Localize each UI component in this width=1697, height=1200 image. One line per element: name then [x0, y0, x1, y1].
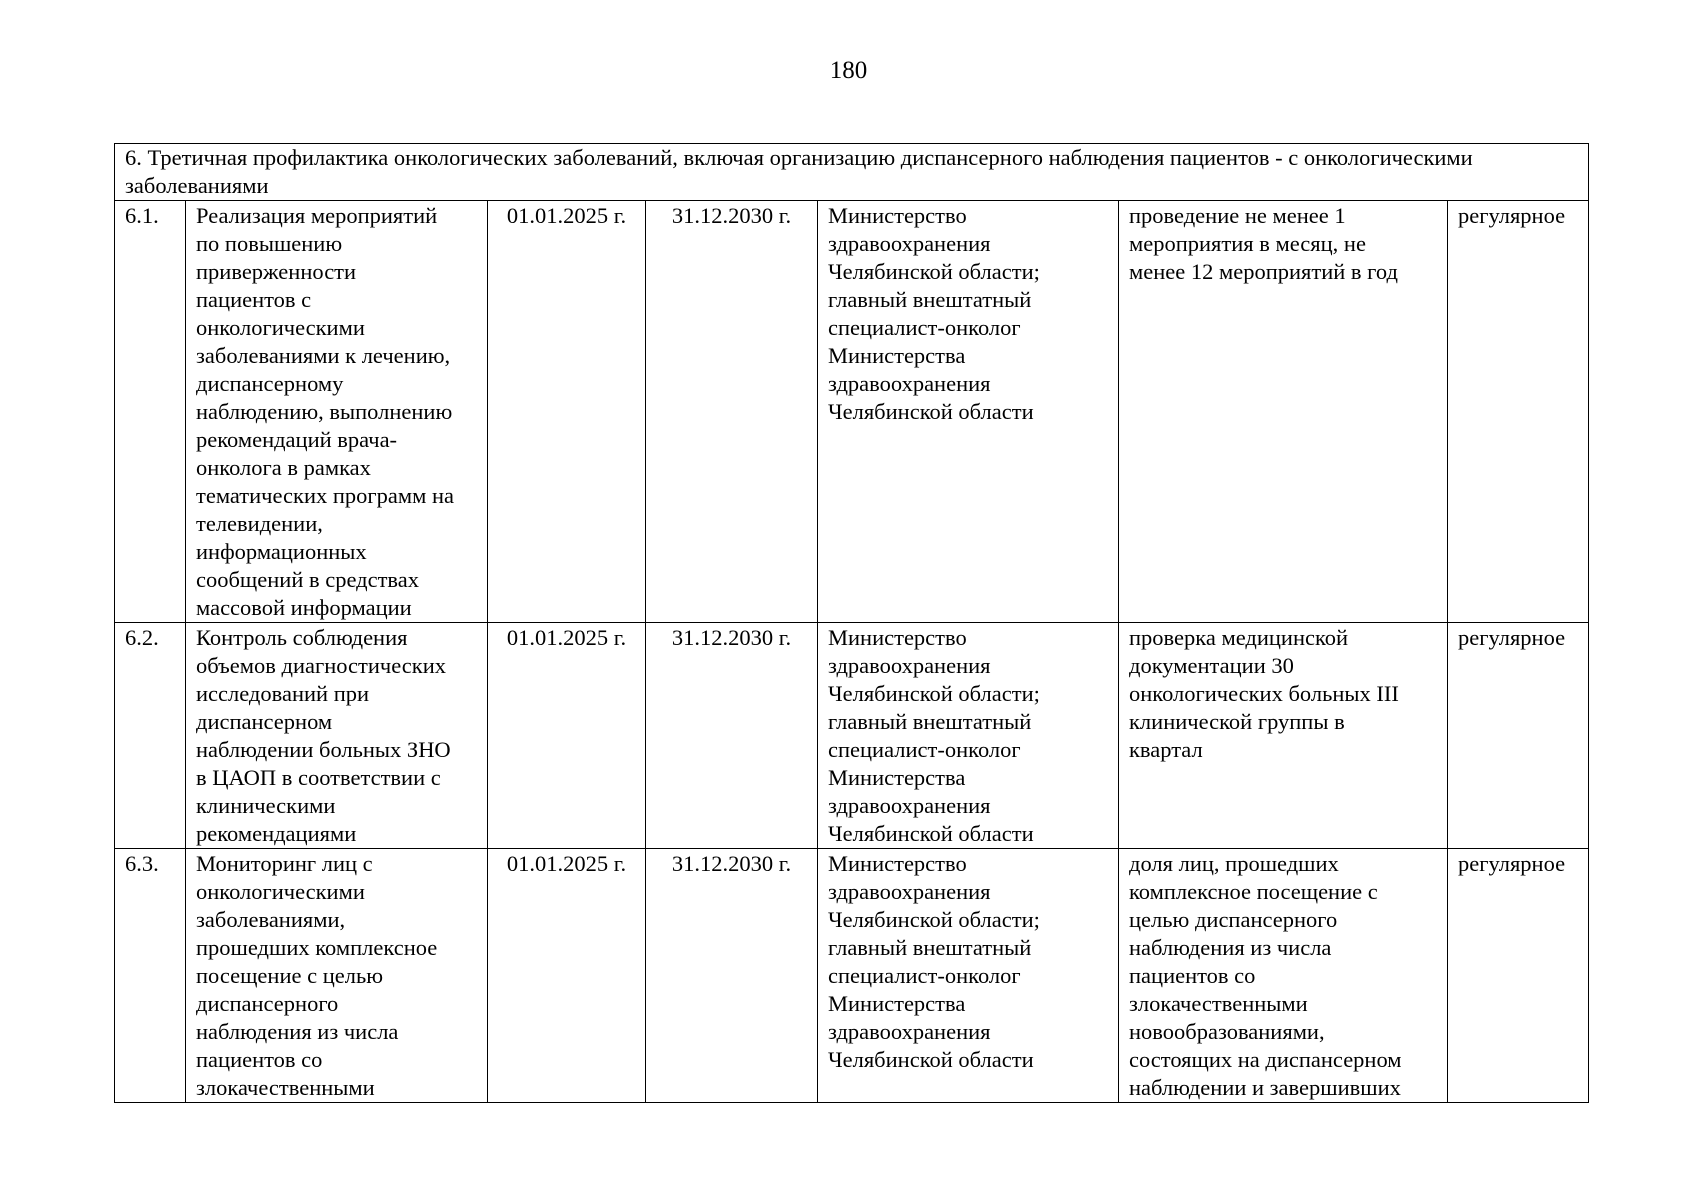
end-date: 31.12.2030 г. — [646, 849, 818, 1103]
responsible-cell — [818, 849, 1119, 1103]
indicator-cell — [1119, 849, 1448, 1103]
indicator-text: доля лиц, прошедших комплексное посещение с целью диспансерного наблюдения из числа пациентов со злокачественными новообразованиями, состоящих на диспансерном наблюдении и завершивших — [1129, 851, 1402, 1100]
frequency: регулярное — [1448, 849, 1589, 1103]
responsible-text: Министерство здравоохранения Челябинской области; главный внештатный специалист-онколог Министерства здравоохранения Челябинской области — [828, 203, 1040, 424]
end-date: 31.12.2030 г. — [646, 623, 818, 849]
indicator-text: проведение не менее 1 мероприятия в месяц, не менее 12 мероприятий в год — [1129, 203, 1398, 284]
indicator-cell — [1119, 201, 1448, 623]
measure-text: Мониторинг лиц с онкологическими заболеваниями, прошедших комплексное посещение с целью диспансерного наблюдения из числа пациентов со злокачественными — [196, 851, 438, 1100]
responsible-text: Министерство здравоохранения Челябинской области; главный внештатный специалист-онколог Министерства здравоохранения Челябинской области — [828, 625, 1040, 846]
measure-cell — [186, 623, 488, 849]
indicator-text: проверка медицинской документации 30 онкологических больных III клинической группы в квартал — [1129, 625, 1399, 762]
responsible-cell — [818, 201, 1119, 623]
row-number: 6.2. — [115, 623, 186, 849]
table-row — [115, 201, 1589, 623]
responsible-text: Министерство здравоохранения Челябинской области; главный внештатный специалист-онколог Министерства здравоохранения Челябинской области — [828, 851, 1040, 1072]
row-number: 6.1. — [115, 201, 186, 623]
measure-text: Контроль соблюдения объемов диагностических исследований при диспансерном наблюдении больных ЗНО в ЦАОП в соответствии с клиническими рекомендациями — [196, 625, 451, 846]
row-number: 6.3. — [115, 849, 186, 1103]
table-row — [115, 623, 1589, 849]
measure-cell — [186, 201, 488, 623]
measure-cell — [186, 849, 488, 1103]
frequency: регулярное — [1448, 623, 1589, 849]
start-date: 01.01.2025 г. — [488, 201, 646, 623]
measure-text: Реализация мероприятий по повышению приверженности пациентов с онкологическими заболеваниями к лечению, диспансерному наблюдению, выполнению рекомендаций врача- онколога в рамках тематических программ на телевидении, информационных сообщений в средствах массовой информации — [196, 203, 455, 620]
responsible-cell — [818, 623, 1119, 849]
section-header-row — [115, 144, 1589, 201]
table-row — [115, 849, 1589, 1103]
end-date: 31.12.2030 г. — [646, 201, 818, 623]
indicator-cell — [1119, 623, 1448, 849]
measures-table — [114, 143, 1589, 1103]
page-number: 180 — [829, 57, 868, 84]
section-title: 6. Третичная профилактика онкологических заболеваний, включая организацию диспансерного наблюдения пациентов - с онкологическими заболеваниями — [115, 144, 1589, 201]
start-date: 01.01.2025 г. — [488, 849, 646, 1103]
frequency: регулярное — [1448, 201, 1589, 623]
start-date: 01.01.2025 г. — [488, 623, 646, 849]
